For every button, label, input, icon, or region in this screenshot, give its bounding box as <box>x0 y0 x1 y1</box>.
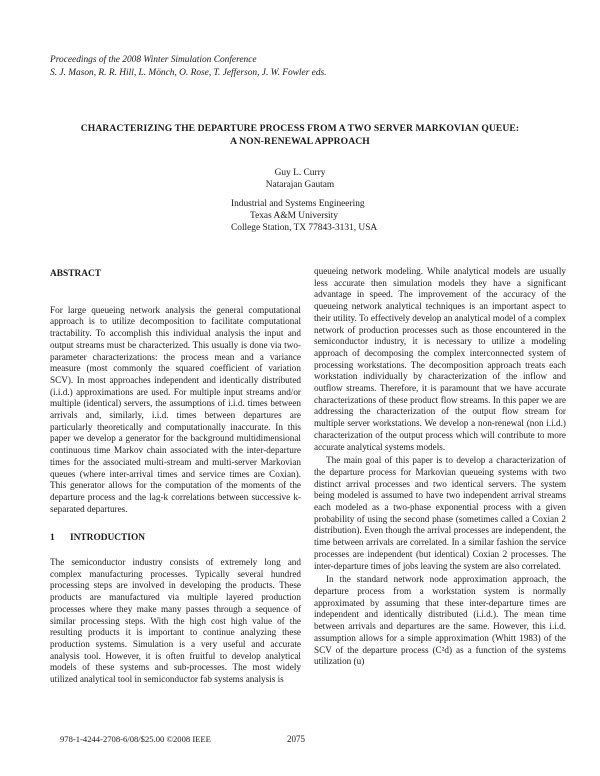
affiliation-university: Texas A&M University <box>250 210 338 221</box>
left-column <box>50 269 301 686</box>
paper-title <box>40 123 560 148</box>
page-number: 2075 <box>287 734 305 744</box>
conference-name: Proceedings of the 2008 Winter Simulation Conference <box>50 55 257 65</box>
right-column <box>314 266 566 668</box>
intro-paragraph-4: In the standard network node approximation approach, the departure process from a workstation system is normally approximated by assuming that these inter-departure times are independent and identically distributed (i.i.d.). The mean time between arrivals and departures are the same. However, this i.i.d. assumption allows for a simple approximation (Whitt 1983) of the SCV of the departure process (C²d) as a function of the systems utilization (u) <box>314 574 566 667</box>
section-number: 1 <box>50 533 55 544</box>
affiliation-dept: Industrial and Systems Engineering <box>231 199 365 209</box>
introduction-heading <box>50 533 301 545</box>
title-line-1: CHARACTERIZING THE DEPARTURE PROCESS FROM A TWO SERVER MARKOVIAN QUEUE: <box>80 123 520 134</box>
abstract-text: For large queueing network analysis the general computational approach is to utilize decomposition to facilitate computational tractability. To accomplish this individual analysis the input and output streams must be characterized. This usually is done via two-parameter characterizations: the process mean and a variance measure (most commonly the squared coefficient of variation SCV). In most approaches independent and identically distributed (i.i.d.) approximations are used. For multiple input streams and/or multiple (identical) servers, the assumptions of i.i.d. times between arrivals and, similarly, i.i.d. times between departures are particularly theoretically and computationally inaccurate. In this paper we develop a generator for the background multidimensional continuous time Markov chain associated with the inter-departure times for the associated multi-stream and multi-server Markovian queues (where inter-arrival times and service times are Coxian). This generator allows for the computation of the moments of the departure process and the lag-k correlations between successive k-separated departures. <box>50 304 301 514</box>
abstract-heading: ABSTRACT <box>50 269 102 279</box>
editors-line: S. J. Mason, R. R. Hill, L. Mönch, O. Rose, T. Jefferson, J. W. Fowler eds. <box>50 68 327 78</box>
copyright-footer: 978-1-4244-2708-6/08/$25.00 ©2008 IEEE <box>60 734 211 744</box>
author-2: Natarajan Gautam <box>265 180 335 190</box>
affiliation <box>231 199 377 234</box>
intro-paragraph-1: The semiconductor industry consists of extremely long and complex manufacturing processes. Typically several hundred processing steps are involved in developing the products. These products are manufactured via multiple layered production processes where they make many passes through a sequence of similar processing steps. With the high cost high value of the resulting products it is important to continue analyzing these production systems. Simulation is a very useful and accurate analysis tool. However, it is often fruitful to develop analytical models of these systems and sub-processes. The most widely utilized analytical tool in semiconductor fab systems analysis is <box>50 557 301 685</box>
author-1: Guy L. Curry <box>274 168 326 178</box>
affiliation-address: College Station, TX 77843-3131, USA <box>231 222 378 233</box>
section-title: INTRODUCTION <box>70 533 146 544</box>
conference-header <box>50 54 327 80</box>
intro-paragraph-3: The main goal of this paper is to develop a characterization of the departure process for Markovian queueing systems with two distinct arrival processes and two identical servers. The system being modeled is assumed to have two independent arrival streams each modeled as a two-phase exponential process with a given probability of using the second phase (sometimes called a Coxian 2 distribution). Even though the arrival processes are independent, the time between arrivals are correlated. In a similar fashion the service processes are independent (but identical) Coxian 2 processes. The inter-departure times of jobs leaving the system are also correlated. <box>314 455 566 571</box>
intro-paragraph-2: queueing network modeling. While analytical models are usually less accurate then simulation models they have a significant advantage in speed. The improvement of the accuracy of the queueing network analytical techniques is an important aspect to their utility. To effectively develop an analytical model of a complex network of production processes such as those encountered in the semiconductor industry, it is necessary to utilize a modeling approach of decomposing the complex interconnected system of processing workstations. The decomposition approach treats each workstation individually by characterization of the inflow and outflow streams. Therefore, it is paramount that we have accurate characterizations of these product flow streams. In this paper we are addressing the characterization of the output flow stream for multiple server workstations. We develop a non-renewal (non i.i.d.) characterization of the output process which will contribute to more accurate analytical systems models. <box>314 266 566 452</box>
authors <box>0 167 600 191</box>
title-line-2: A NON-RENEWAL APPROACH <box>230 135 370 147</box>
